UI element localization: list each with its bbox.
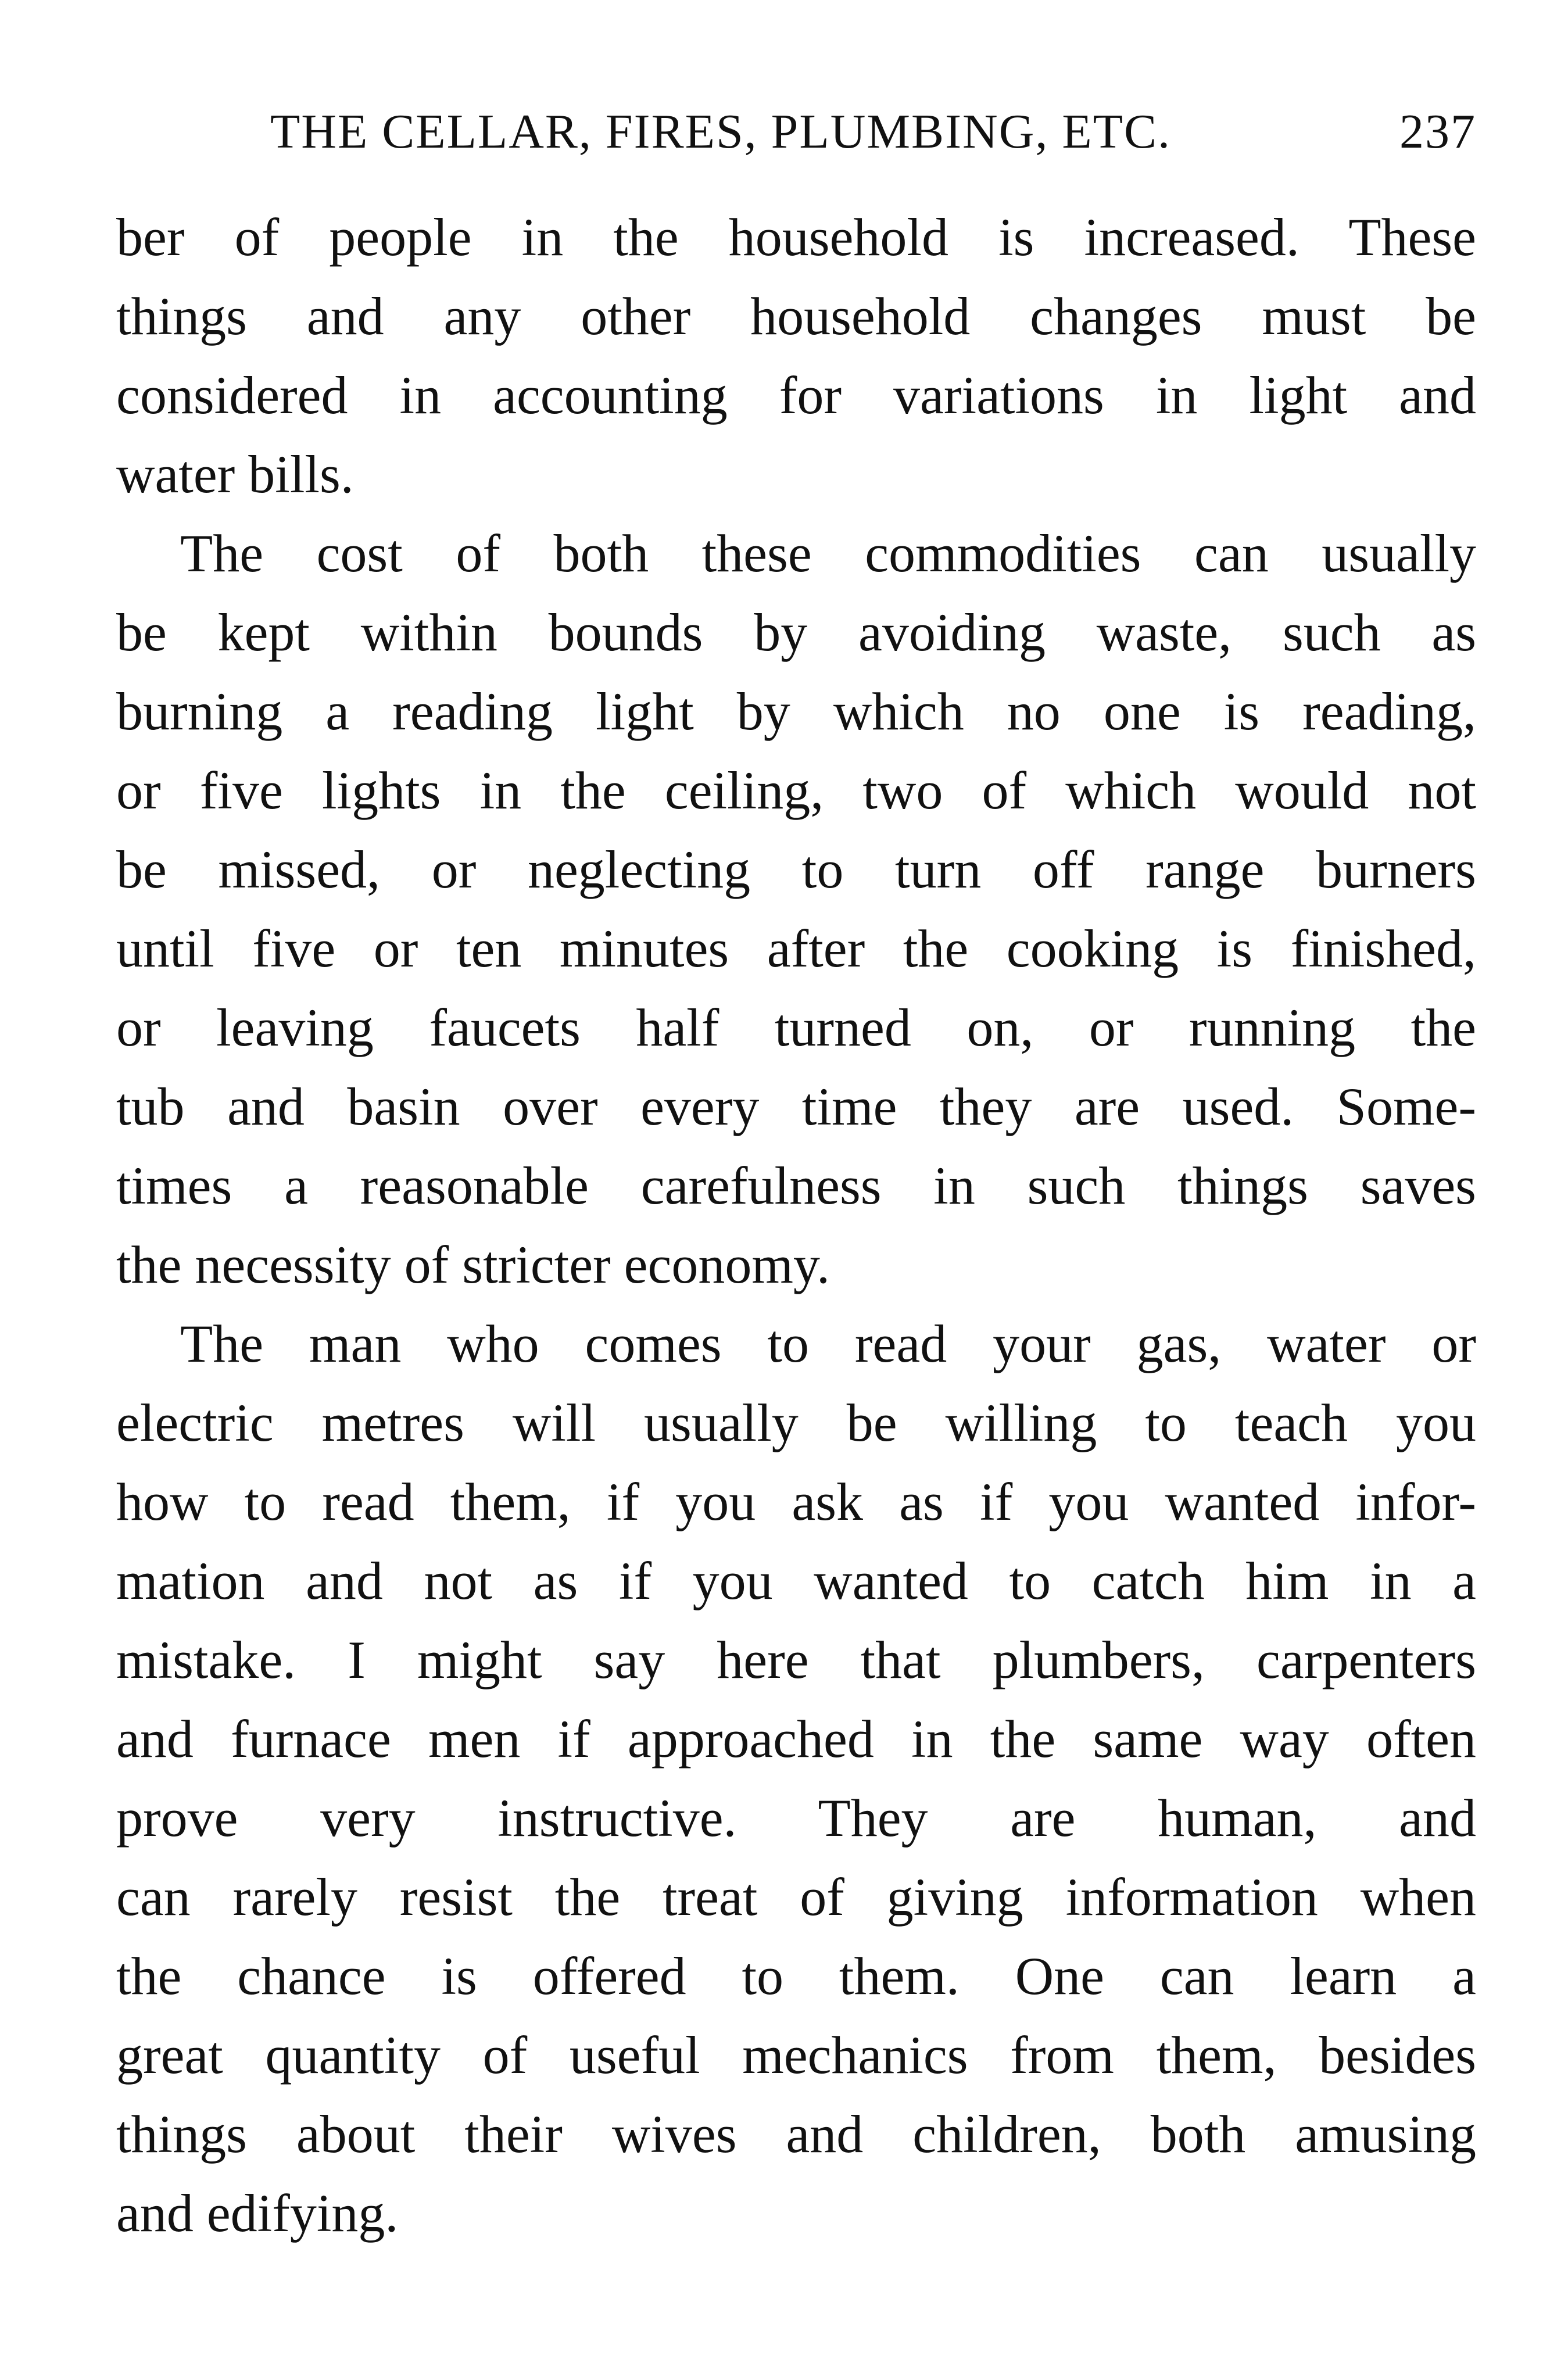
- text-line: or five lights in the ceiling, two of which would not: [116, 761, 1476, 820]
- text-line: water bills.: [116, 445, 354, 504]
- text-line: and furnace men if approached in the same way often: [116, 1709, 1476, 1769]
- text-line: times a reasonable carefulness in such things saves: [116, 1156, 1476, 1215]
- text-line: the necessity of stricter economy.: [116, 1235, 830, 1294]
- page-number: 237: [1399, 105, 1476, 159]
- paragraph-1: [116, 198, 1476, 514]
- text-line: mistake. I might say here that plumbers, carpenters: [116, 1630, 1476, 1689]
- text-line: or leaving faucets half turned on, or running the: [116, 998, 1476, 1057]
- text-line: be kept within bounds by avoiding waste, such as: [116, 603, 1476, 662]
- text-line: be missed, or neglecting to turn off range burners: [116, 840, 1476, 899]
- text-line: great quantity of useful mechanics from them, besides: [116, 2025, 1476, 2085]
- paragraph-2: [116, 514, 1476, 1304]
- text-line: The man who comes to read your gas, water or: [180, 1314, 1476, 1373]
- text-line: The cost of both these commodities can usually: [180, 524, 1476, 583]
- text-line: can rarely resist the treat of giving information when: [116, 1867, 1476, 1927]
- chapter-title: THE CELLAR, FIRES, PLUMBING, ETC.: [270, 105, 1172, 159]
- paragraph-3: [116, 1304, 1476, 2253]
- text-line: and edifying.: [116, 2183, 399, 2243]
- text-line: until five or ten minutes after the cooking is finished,: [116, 919, 1476, 978]
- text-line: things and any other household changes must be: [116, 287, 1476, 346]
- text-line: things about their wives and children, both amusing: [116, 2104, 1476, 2164]
- text-line: tub and basin over every time they are used. Some-: [116, 1077, 1476, 1136]
- running-head: [270, 103, 1476, 167]
- text-line: electric metres will usually be willing to teach you: [116, 1393, 1476, 1452]
- text-line: considered in accounting for variations in light and: [116, 366, 1476, 425]
- text-line: ber of people in the household is increased. These: [116, 207, 1476, 267]
- text-line: prove very instructive. They are human, and: [116, 1788, 1476, 1848]
- text-line: how to read them, if you ask as if you wanted infor-: [116, 1472, 1476, 1531]
- text-line: burning a reading light by which no one is reading,: [116, 682, 1476, 741]
- text-line: mation and not as if you wanted to catch him in a: [116, 1551, 1476, 1610]
- body-text: [116, 198, 1476, 2253]
- text-line: the chance is offered to them. One can learn a: [116, 1946, 1476, 2006]
